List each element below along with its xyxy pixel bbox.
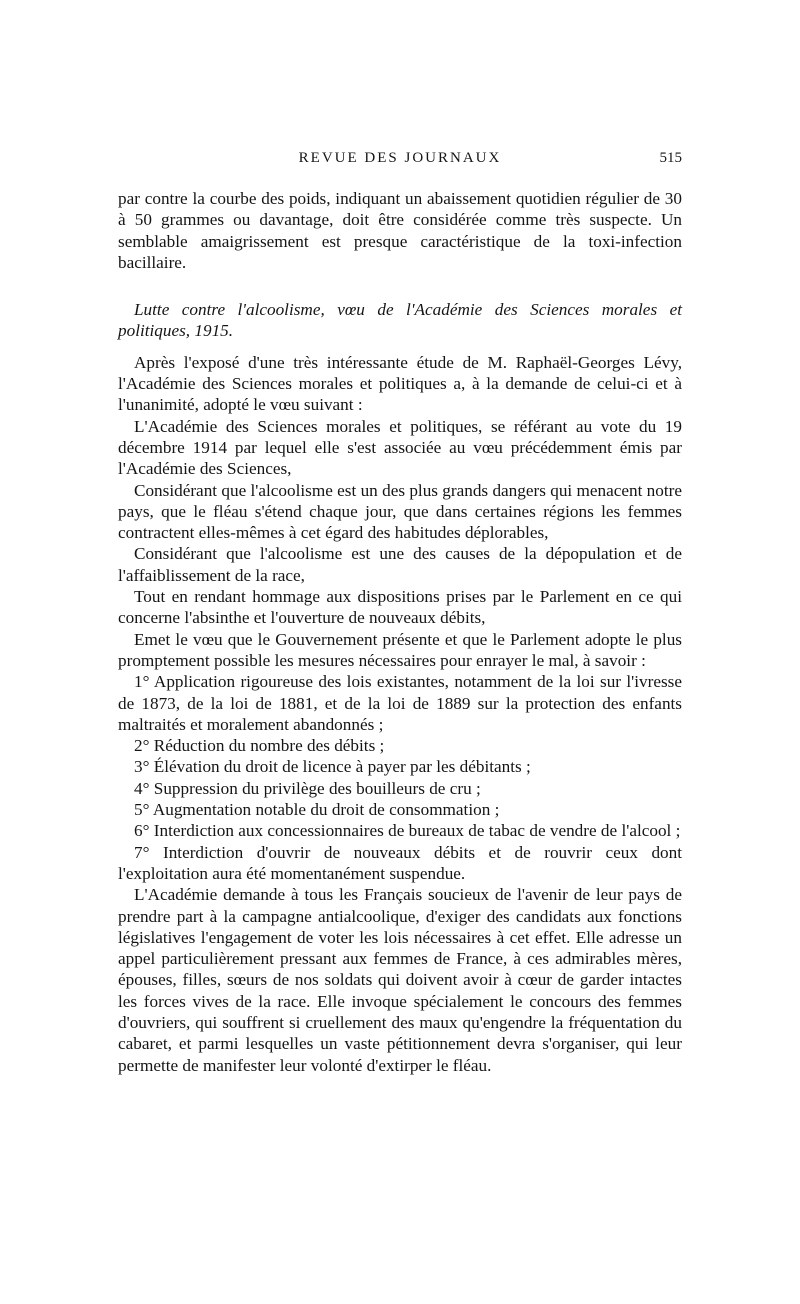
list-item: 2° Réduction du nombre des débits ; [134,736,385,756]
paragraph: L'Académie des Sciences morales et politiques, se référant au vote du 19 décembre 1914 par lequel elle s'est associée au vœu précédemment émis par l'Académie des Sciences, [118,416,682,479]
section-gap [118,273,682,299]
body-text [118,188,682,1076]
closing-paragraph: L'Académie demande à tous les Français soucieux de l'avenir de leur pays de prendre part à la campagne antialcoolique, d'exiger des candidats aux fonctions législatives l'engagement de voter les lois nécessaires à cet effet. Elle adresse un appel particulièrement pressant aux femmes de France, à ces admirables mères, épouses, filles, sœurs de nos soldats qui doivent avoir à cœur de garder intactes les forces vives de la race. Elle invoque spécialement le concours des femmes d'ouvriers, qui souffrent si cruellement des maux qu'engendre la fréquentation du cabaret, et parmi lesquelles un vaste pétitionnement devra s'organiser, qui leur permette de manifester leur volonté d'extirper le fléau. [118,885,682,1075]
page-header [118,150,682,172]
paragraph: Considérant que l'alcoolisme est un des plus grands dangers qui menacent notre pays, que le fléau s'étend chaque jour, que dans certaines régions les femmes contractent elles-mêmes à cet égard des habitudes déplorables, [118,480,682,543]
list-item: 6° Interdiction aux concessionnaires de bureaux de tabac de vendre de l'alcool ; [134,821,681,841]
list-item: 5° Augmentation notable du droit de consommation ; [134,800,500,820]
list-item: 3° Élévation du droit de licence à payer par les débitants ; [134,757,531,777]
paragraph: Après l'exposé d'une très intéressante étude de M. Raphaël-Georges Lévy, l'Académie des Sciences morales et politiques a, à la demande de celui-ci et à l'unanimité, adopté le vœu suivant : [118,352,682,415]
list-item: 1° Application rigoureuse des lois existantes, notamment de la loi sur l'ivresse de 1873, de la loi de 1881, et de la loi de 1889 sur la protection des enfants maltraités et moralement abandonnés ; [118,672,682,734]
paragraph: Considérant que l'alcoolisme est une des causes de la dépopulation et de l'affaiblissement de la race, [118,544,682,585]
running-title: REVUE DES JOURNAUX [298,150,502,166]
list-item: 7° Interdiction d'ouvrir de nouveaux débits et de rouvrir ceux dont l'exploitation aura été momentanément suspendue. [118,842,682,883]
list-item: 4° Suppression du privilège des bouilleurs de cru ; [134,778,481,798]
intro-paragraph: par contre la courbe des poids, indiquant un abaissement quotidien régulier de 30 à 50 grammes ou davantage, doit être considérée comme très suspecte. Un semblable amaigrissement est presque caractéristique de la toxi-infection bacillaire. [118,189,682,272]
section-heading: Lutte contre l'alcoolisme, vœu de l'Académie des Sciences morales et politiques, 1915. [118,300,682,341]
page-number: 515 [659,150,682,166]
paragraph: Tout en rendant hommage aux dispositions prises par le Parlement en ce qui concerne l'absinthe et l'ouverture de nouveaux débits, [118,587,682,628]
paragraph: Emet le vœu que le Gouvernement présente et que le Parlement adopte le plus promptement possible les mesures nécessaires pour enrayer le mal, à savoir : [118,629,682,670]
